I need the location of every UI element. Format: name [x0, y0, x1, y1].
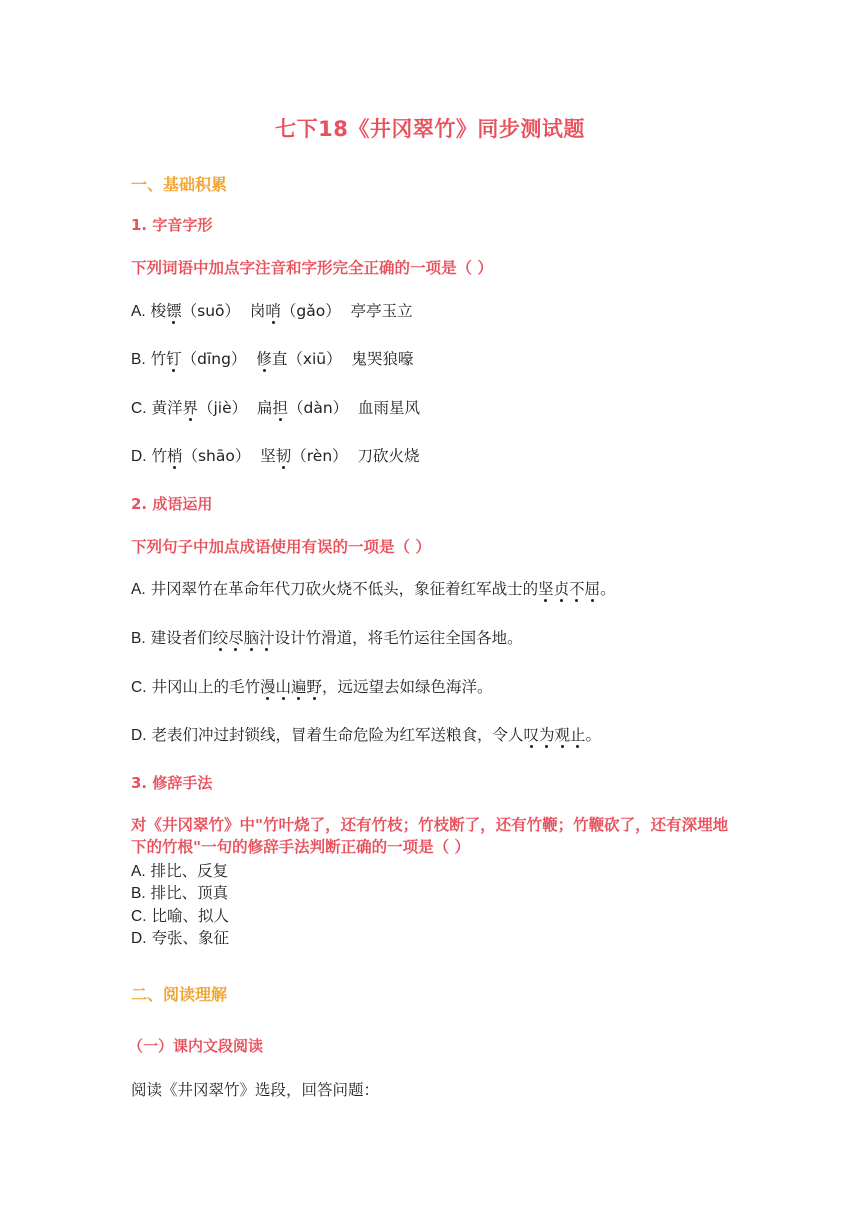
q1-option-b: B. 竹钉（dīng） 修直（xiū） 鬼哭狼嚎	[131, 350, 414, 368]
section-heading-basics: 一、基础积累	[131, 175, 228, 194]
q2-option-d: D. 老表们冲过封锁线，冒着生命危险为红军送粮食，令人叹为观止。	[131, 726, 602, 744]
q2-option-a: A. 井冈翠竹在革命年代刀砍火烧不低头，象征着红军战士的坚贞不屈。	[131, 580, 616, 598]
q3-option-a: A. 排比、反复	[131, 862, 229, 880]
question-3-text: 对《井冈翠竹》中"竹叶烧了，还有竹枝；竹枝断了，还有竹鞭；竹鞭砍了，还有深埋地下的竹根"一句的修辞手法判断正确的一项是（ ）	[131, 816, 729, 856]
reading-subheading: （一）课内文段阅读	[128, 1037, 264, 1055]
q2-option-b: B. 建设者们绞尽脑汁设计竹滑道，将毛竹运往全国各地。	[131, 629, 523, 647]
question-3-label: 3. 修辞手法	[131, 774, 213, 792]
question-1-label: 1. 字音字形	[131, 216, 213, 234]
page-title: 七下18《井冈翠竹》同步测试题	[275, 117, 585, 141]
question-2-text: 下列句子中加点成语使用有误的一项是（ ）	[131, 538, 431, 556]
q2-option-c: C. 井冈山上的毛竹漫山遍野，远远望去如绿色海洋。	[131, 678, 493, 696]
reading-intro: 阅读《井冈翠竹》选段，回答问题：	[131, 1081, 380, 1099]
question-1-text: 下列词语中加点字注音和字形完全正确的一项是（ ）	[131, 259, 493, 277]
q3-option-c: C. 比喻、拟人	[131, 907, 229, 925]
q1-option-d: D. 竹梢（shāo） 坚韧（rèn） 刀砍火烧	[131, 447, 420, 465]
dotted-idiom: 绞尽脑汁	[212, 629, 275, 647]
q1-option-a: A. 梭镖（suō） 岗哨（gǎo） 亭亭玉立	[131, 302, 413, 320]
dotted-idiom: 坚贞不屈	[538, 580, 601, 598]
q3-option-d: D. 夸张、象征	[131, 929, 229, 947]
section-heading-reading: 二、阅读理解	[131, 985, 228, 1004]
q3-option-b: B. 排比、顶真	[131, 884, 229, 902]
q1-option-c: C. 黄洋界（jiè） 扁担（dàn） 血雨星风	[131, 399, 421, 417]
dotted-idiom: 叹为观止	[523, 726, 586, 744]
question-2-label: 2. 成语运用	[131, 495, 213, 513]
dotted-idiom: 漫山遍野	[259, 678, 323, 696]
